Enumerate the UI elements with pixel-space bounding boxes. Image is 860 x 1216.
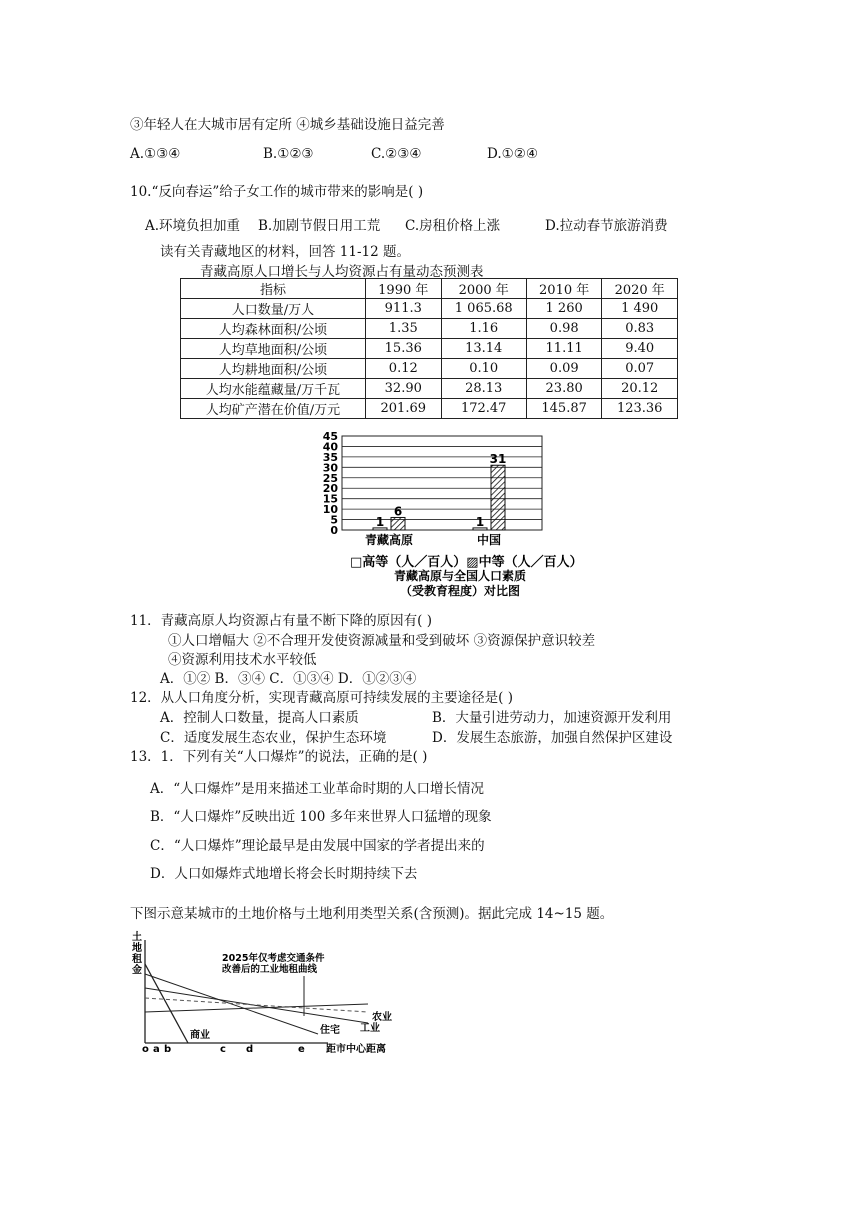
table-cell: 11.11 xyxy=(526,339,602,359)
table-cell: 0.12 xyxy=(366,359,442,379)
residence-label: 住宅 xyxy=(320,1025,340,1036)
q12-stem: 12．从人口角度分析，实现青藏高原可持续发展的主要途径是( ) xyxy=(130,690,514,706)
reading-intro: 读有关青藏地区的材料，回答 11-12 题。 xyxy=(160,244,411,260)
q12-option-d: D．发展生态旅游，加强自然保护区建设 xyxy=(432,730,673,746)
y-tick-label: 15 xyxy=(322,492,338,506)
option-a: A.环境负担加重 xyxy=(145,218,241,234)
data-label: 1 xyxy=(375,514,385,529)
table-header: 1990 年 xyxy=(366,279,442,299)
education-bar-chart xyxy=(290,430,630,605)
table-row xyxy=(181,379,678,399)
q12-option-c: C．适度发展生态农业，保护生态环境 xyxy=(160,730,387,746)
y-axis-label-char: 金 xyxy=(132,965,142,976)
table-cell: 0.10 xyxy=(441,359,526,379)
table-header-row xyxy=(181,279,678,299)
bars xyxy=(373,452,506,530)
table-cell: 人均草地面积/公顷 xyxy=(181,339,366,359)
q11-stem: 11．青藏高原人均资源占有量不断下降的原因有( ) xyxy=(130,613,433,629)
y-axis-label-char: 租 xyxy=(132,954,142,965)
y-tick-label: 35 xyxy=(322,450,338,464)
chart-caption-1: 青藏高原与全国人口素质 xyxy=(393,569,527,583)
x-tick: d xyxy=(246,1044,254,1055)
q13-option-d: D．人口如爆炸式地增长将会长时期持续下去 xyxy=(150,866,418,882)
bar-secondary-0 xyxy=(391,517,405,530)
land-rent-diagram xyxy=(128,930,418,1056)
table-cell: 人均耕地面积/公顷 xyxy=(181,359,366,379)
q12-option-a: A．控制人口数量，提高人口素质 xyxy=(160,710,359,726)
table-header: 指标 xyxy=(181,279,366,299)
option-a: A.①③④ xyxy=(130,146,181,162)
y-axis-label-char: 地 xyxy=(132,943,142,954)
residence-curve xyxy=(145,974,318,1034)
table-cell: 9.40 xyxy=(602,339,678,359)
q13-stem: 13．1．下列有关“人口爆炸”的说法，正确的是( ) xyxy=(130,749,428,765)
x-tick: a xyxy=(153,1044,160,1055)
option-b: B.①②③ xyxy=(263,146,314,162)
y-tick-label: 20 xyxy=(322,482,338,496)
table-cell: 人均森林面积/公顷 xyxy=(181,319,366,339)
q11-options: A．①② B．③④ C．①③④ D．①②③④ xyxy=(160,671,417,687)
table-cell: 28.13 xyxy=(441,379,526,399)
y-tick-label: 45 xyxy=(322,430,338,443)
x-axis-label: 距市中心距离 xyxy=(326,1044,386,1055)
chart-caption-2: （受教育程度）对比图 xyxy=(399,584,521,598)
x-tick: e xyxy=(298,1044,305,1055)
commerce-label: 商业 xyxy=(190,1030,210,1041)
table-cell: 人均水能蕴藏量/万千瓦 xyxy=(181,379,366,399)
legend: □高等（人／百人）▨中等（人／百人） xyxy=(350,555,583,570)
table-cell: 1 065.68 xyxy=(441,299,526,319)
table-row xyxy=(181,319,678,339)
q12-option-b: B．大量引进劳动力，加速资源开发利用 xyxy=(432,710,672,726)
annotation-line1: 2025年仅考虑交通条件 xyxy=(222,953,325,964)
plot-frame xyxy=(342,436,542,530)
table-cell: 13.14 xyxy=(441,339,526,359)
table-cell: 911.3 xyxy=(366,299,442,319)
table-row xyxy=(181,359,678,379)
category-label: 青藏高原 xyxy=(364,533,414,547)
table-cell: 15.36 xyxy=(366,339,442,359)
table-title: 青藏高原人口增长与人均资源占有量动态预测表 xyxy=(200,264,484,280)
x-tick: b xyxy=(164,1044,172,1055)
data-label: 1 xyxy=(475,514,485,529)
y-tick-label: 25 xyxy=(322,471,338,485)
table-cell: 1.16 xyxy=(441,319,526,339)
table-row xyxy=(181,399,678,419)
table-row xyxy=(181,339,678,359)
q14-intro: 下图示意某城市的土地价格与土地利用类型关系(含预测)。据此完成 14~15 题。 xyxy=(130,906,614,922)
y-tick-label: 5 xyxy=(330,513,338,527)
annotation-line2: 改善后的工业地租曲线 xyxy=(222,964,318,975)
industry-label: 工业 xyxy=(360,1023,380,1034)
table-cell: 1 490 xyxy=(602,299,678,319)
y-tick-labels xyxy=(323,430,339,537)
q13-option-a: A．“人口爆炸”是用来描述工业革命时期的人口增长情况 xyxy=(150,781,485,797)
q13-option-c: C．“人口爆炸”理论最早是由发展中国家的学者提出来的 xyxy=(150,838,485,854)
data-label: 31 xyxy=(489,452,507,467)
option-c: C.房租价格上涨 xyxy=(405,218,501,234)
q9-item-line: ③年轻人在大城市居有定所 ④城乡基础设施日益完善 xyxy=(130,117,445,133)
table-cell: 123.36 xyxy=(602,399,678,419)
table-cell: 172.47 xyxy=(441,399,526,419)
category-label: 中国 xyxy=(476,533,502,547)
data-label: 6 xyxy=(393,504,403,519)
table-cell: 人口数量/万人 xyxy=(181,299,366,319)
option-d: D.①②④ xyxy=(487,146,538,162)
q13-option-b: B．“人口爆炸”反映出近 100 多年来世界人口猛增的现象 xyxy=(150,809,492,825)
y-tick-label: 30 xyxy=(322,461,338,475)
y-tick-label: 40 xyxy=(322,440,338,454)
table-cell: 201.69 xyxy=(366,399,442,419)
resource-table xyxy=(180,278,678,419)
table-cell: 0.83 xyxy=(602,319,678,339)
agriculture-label: 农业 xyxy=(372,1012,392,1023)
option-b: B.加剧节假日用工荒 xyxy=(258,218,381,234)
y-axis-label-char: 土 xyxy=(132,932,142,943)
table-cell: 1 260 xyxy=(526,299,602,319)
x-tick: o xyxy=(142,1044,149,1055)
table-cell: 23.80 xyxy=(526,379,602,399)
table-cell: 20.12 xyxy=(602,379,678,399)
table-header: 2010 年 xyxy=(526,279,602,299)
x-tick: c xyxy=(220,1044,226,1055)
table-row xyxy=(181,299,678,319)
table-cell: 0.07 xyxy=(602,359,678,379)
category-labels xyxy=(365,532,501,547)
table-header: 2000 年 xyxy=(441,279,526,299)
q10-stem: 10.“反向春运”给子女工作的城市带来的影响是( ) xyxy=(130,184,424,200)
table-cell: 人均矿产潜在价值/万元 xyxy=(181,399,366,419)
bar-secondary-1 xyxy=(491,465,505,530)
table-cell: 32.90 xyxy=(366,379,442,399)
q11-items-1: ①人口增幅大 ②不合理开发使资源减量和受到破坏 ③资源保护意识较差 xyxy=(168,633,596,649)
option-c: C.②③④ xyxy=(371,146,422,162)
table-header: 2020 年 xyxy=(602,279,678,299)
q11-items-2: ④资源利用技术水平较低 xyxy=(168,652,317,668)
table-cell: 0.09 xyxy=(526,359,602,379)
table-cell: 1.35 xyxy=(366,319,442,339)
chart-grid xyxy=(342,436,542,530)
table-cell: 0.98 xyxy=(526,319,602,339)
y-tick-label: 10 xyxy=(322,503,338,517)
option-d: D.拉动春节旅游消费 xyxy=(545,218,668,234)
y-tick-label: 0 xyxy=(330,524,338,537)
table-cell: 145.87 xyxy=(526,399,602,419)
